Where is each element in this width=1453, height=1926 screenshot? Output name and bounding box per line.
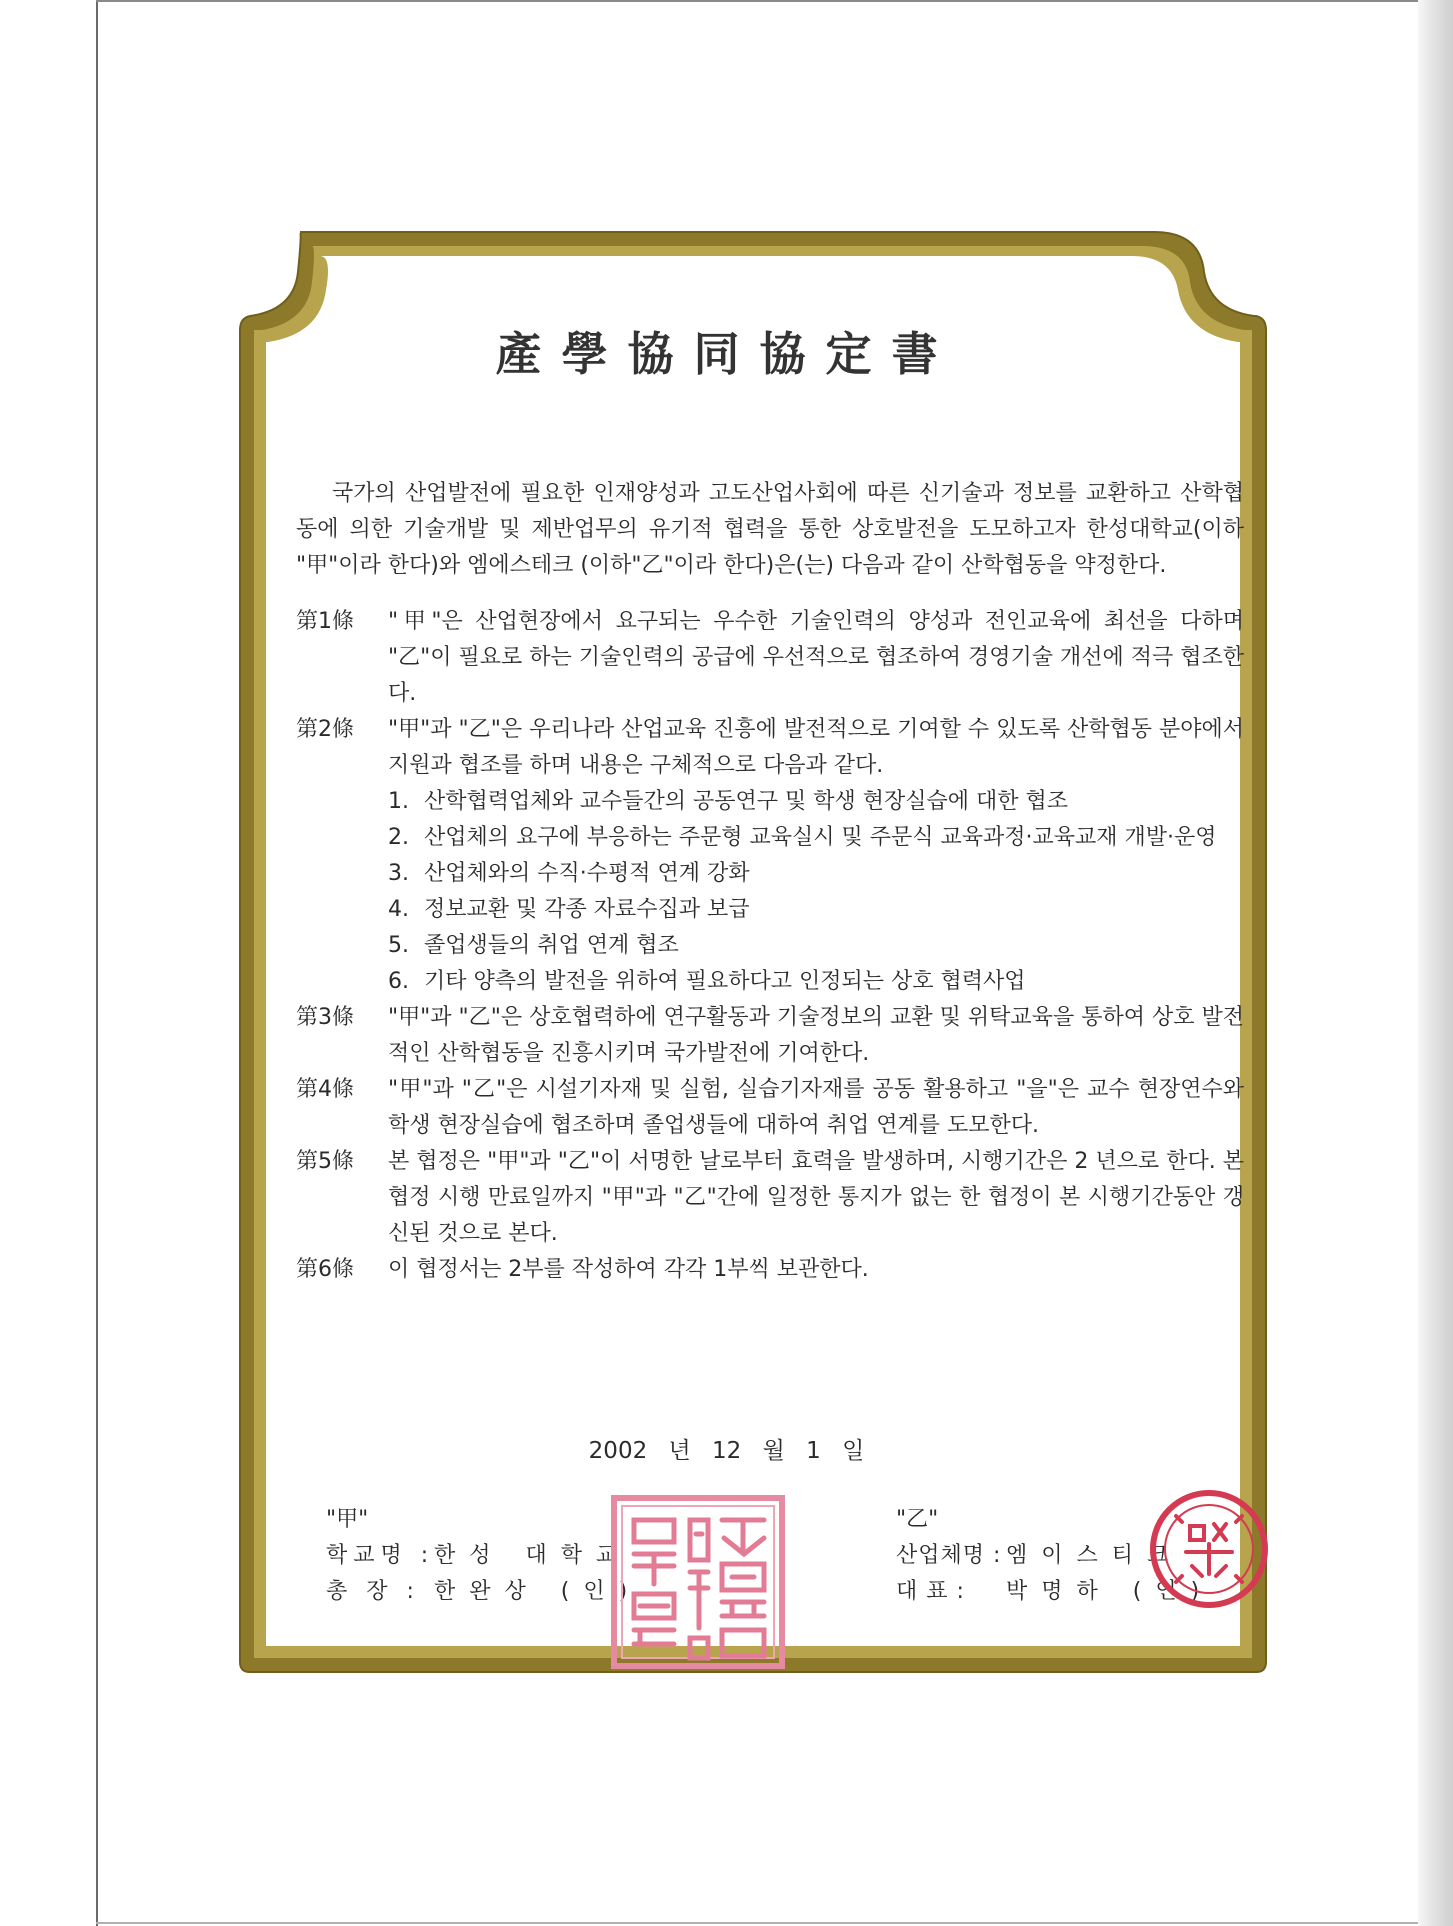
list-item-text: 산학협력업체와 교수들간의 공동연구 및 학생 현장실습에 대한 협조 bbox=[424, 789, 1069, 814]
article-1 bbox=[296, 604, 1244, 712]
article-4 bbox=[296, 1072, 1244, 1144]
university-seal-icon bbox=[610, 1494, 786, 1670]
article-2-list bbox=[388, 784, 1244, 1000]
list-item-number: 3. bbox=[388, 861, 409, 886]
representative-label: 대 표 : bbox=[896, 1579, 965, 1604]
list-item bbox=[388, 784, 1244, 820]
list-item-text: 산업체와의 수직·수평적 연계 강화 bbox=[424, 861, 750, 886]
article-2 bbox=[296, 712, 1244, 1000]
list-item-number: 2. bbox=[388, 825, 409, 850]
article-text: "甲"은 산업현장에서 요구되는 우수한 기술인력의 양성과 전인교육에 최선을 다하며 "乙"이 필요로 하는 기술인력의 공급에 우선적으로 협조하여 경영기술 개선에 적극 협조한다. bbox=[388, 609, 1244, 706]
list-item-text: 산업체의 요구에 부응하는 주문형 교육실시 및 주문식 교육과정·교육교재 개발·운영 bbox=[424, 825, 1217, 850]
party-a-block bbox=[326, 1502, 641, 1610]
article-number: 第2條 bbox=[296, 717, 354, 742]
article-text: "甲"과 "乙"은 시설기자재 및 실험, 실습기자재를 공동 활용하고 "을"은 교수 현장연수와 학생 현장실습에 협조하며 졸업생들에 대하여 취업 연계를 도모한다. bbox=[388, 1077, 1244, 1138]
list-item bbox=[388, 856, 1244, 892]
party-b-header-text: "乙" bbox=[896, 1507, 939, 1532]
party-a-row-2 bbox=[326, 1574, 641, 1610]
list-item-number: 1. bbox=[388, 789, 409, 814]
representative-value: 박명하 (인) bbox=[1006, 1579, 1214, 1604]
article-text: "甲"과 "乙"은 상호협력하에 연구활동과 기술정보의 교환 및 위탁교육을 통하여 상호 발전적인 산학협동을 진흥시키며 국가발전에 기여한다. bbox=[388, 1005, 1244, 1066]
article-number: 第1條 bbox=[296, 609, 354, 634]
list-item bbox=[388, 964, 1244, 1000]
article-6 bbox=[296, 1252, 1244, 1288]
company-name-label: 산업체명 : bbox=[896, 1543, 1002, 1568]
article-3 bbox=[296, 1000, 1244, 1072]
article-text: "甲"과 "乙"은 우리나라 산업교육 진흥에 발전적으로 기여할 수 있도록 산학협동 분야에서 지원과 협조를 하며 내용은 구체적으로 다음과 같다. bbox=[388, 717, 1244, 778]
president-label: 총 장 : bbox=[326, 1579, 420, 1604]
document-title: 產學協同協定書 bbox=[495, 327, 958, 381]
article-text: 이 협정서는 2부를 작성하여 각각 1부씩 보관한다. bbox=[388, 1257, 869, 1282]
party-a-header-text: "甲" bbox=[326, 1507, 369, 1532]
company-name-value: 엠이스티크 bbox=[1006, 1543, 1183, 1568]
list-item-number: 4. bbox=[388, 897, 409, 922]
list-item bbox=[388, 820, 1244, 856]
article-number: 第6條 bbox=[296, 1257, 354, 1282]
company-seal-icon bbox=[1146, 1486, 1272, 1612]
party-a-row-1 bbox=[326, 1538, 641, 1574]
list-item-number: 5. bbox=[388, 933, 409, 958]
list-item-text: 졸업생들의 취업 연계 협조 bbox=[424, 933, 679, 958]
list-item bbox=[388, 928, 1244, 964]
list-item-text: 기타 양측의 발전을 위하여 필요하다고 인정되는 상호 협력사업 bbox=[424, 969, 1026, 994]
article-number: 第3條 bbox=[296, 1005, 354, 1030]
agreement-date: 2002 년 12 월 1 일 bbox=[588, 1438, 865, 1464]
president-value: 한완상 (인) bbox=[434, 1579, 642, 1604]
list-item bbox=[388, 892, 1244, 928]
list-item-number: 6. bbox=[388, 969, 409, 994]
article-text: 본 협정은 "甲"과 "乙"이 서명한 날로부터 효력을 발생하며, 시행기간은 2 년으로 한다. 본 협정 시행 만료일까지 "甲"과 "乙"간에 일정한 통지가 없는 한 협정이 본 시행기간동안 갱신된 것으로 본다. bbox=[388, 1149, 1244, 1246]
school-name-value: 한성 대학교 bbox=[434, 1543, 632, 1568]
school-name-label: 학교명 : bbox=[326, 1543, 435, 1568]
party-a-header bbox=[326, 1502, 641, 1538]
article-number: 第5條 bbox=[296, 1149, 354, 1174]
list-item-text: 정보교환 및 각종 자료수집과 보급 bbox=[424, 897, 750, 922]
article-5 bbox=[296, 1144, 1244, 1252]
preamble-paragraph: 국가의 산업발전에 필요한 인재양성과 고도산업사회에 따른 신기술과 정보를 교환하고 산학협동에 의한 기술개발 및 제반업무의 유기적 협력을 통한 상호발전을 도모하고자 한성대학교(이하 "甲"이라 한다)와 엠에스테크 (이하"乙"이라 한다)은(는) 다음과 같이 산학협동을 약정한다. bbox=[296, 481, 1244, 578]
article-number: 第4條 bbox=[296, 1077, 354, 1102]
article-content bbox=[388, 712, 1244, 1000]
agreement-body bbox=[296, 476, 1244, 1288]
